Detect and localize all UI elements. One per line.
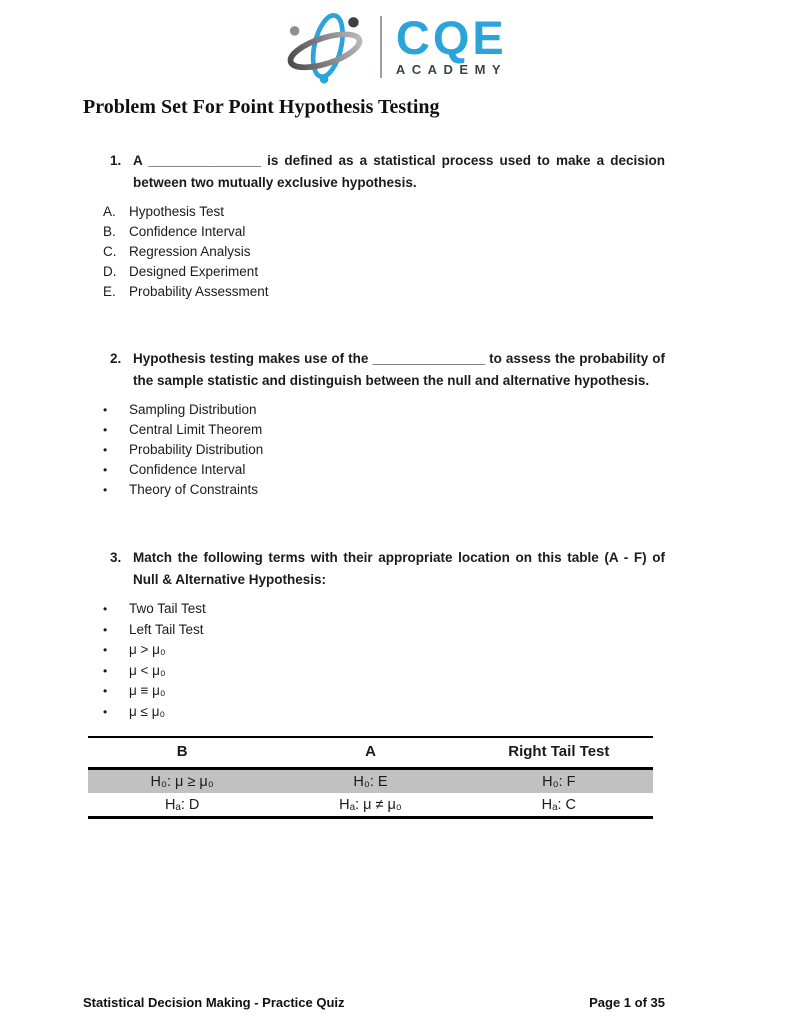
question-3-text: Match the following terms with their appropriate location on this table (A - F) of Null & Alternative Hypothesis:: [133, 550, 665, 587]
page-title: Problem Set For Point Hypothesis Testing: [83, 96, 440, 118]
bullet-icon: •: [103, 403, 108, 417]
option-label: Hypothesis Test: [129, 204, 225, 219]
question-3-bullets: [103, 599, 791, 722]
bullet-icon: •: [103, 483, 108, 497]
bullet-item: [103, 599, 791, 620]
question-2-text: Hypothesis testing makes use of the _______________ to assess the probability of the sample statistic and distinguish between the null and alternative hypothesis.: [133, 351, 665, 388]
bullet-label: Two Tail Test: [129, 601, 206, 616]
question-2-number: 2.: [110, 351, 122, 366]
bullet-label: Left Tail Test: [129, 621, 204, 637]
bullet-icon: •: [103, 602, 108, 616]
bullet-item: [103, 420, 791, 440]
option-row: [103, 282, 791, 302]
logo-academy: ACADEMY: [395, 62, 508, 78]
question-1-options: [103, 202, 791, 302]
bullet-label: Theory of Constraints: [129, 482, 259, 497]
table-cell: H₀: F: [542, 773, 576, 790]
bullet-label: Confidence Interval: [129, 462, 246, 477]
bullet-icon: •: [103, 704, 108, 719]
table-header-cell: Right Tail Test: [465, 737, 653, 769]
option-letter: E.: [103, 284, 116, 299]
hypothesis-table: [88, 736, 653, 819]
bullet-icon: •: [103, 643, 108, 657]
option-label: Probability Assessment: [129, 284, 269, 299]
table-cell: H₀: μ ≥ μ₀: [150, 773, 214, 790]
option-letter: A.: [103, 204, 116, 219]
footer-page-number: Page 1 of 35: [589, 995, 665, 1010]
table-row: [88, 769, 653, 794]
question-1-text: A _______________ is defined as a statistical process used to make a decision between two mutually exclusive hypothesis.: [133, 153, 665, 190]
question-1-number: 1.: [110, 153, 122, 168]
table-cell: Hₐ: μ ≠ μ₀: [276, 793, 464, 818]
page-footer: [83, 995, 665, 1010]
bullet-icon: •: [103, 443, 108, 457]
table-header-cell: B: [88, 737, 276, 769]
option-label: Designed Experiment: [129, 264, 259, 279]
bullet-item: [103, 480, 791, 500]
bullet-label: μ < μ₀: [129, 662, 166, 678]
logo: [0, 0, 791, 84]
footer-document-title: Statistical Decision Making - Practice Quiz: [83, 995, 345, 1010]
table-cell: Hₐ: D: [88, 793, 276, 818]
bullet-item: [103, 681, 791, 702]
logo-text: [395, 10, 508, 78]
bullet-item: [103, 440, 791, 460]
bullet-icon: •: [103, 684, 108, 698]
bullet-item: [103, 702, 791, 723]
logo-divider: [380, 16, 382, 78]
question-2-bullets: [103, 400, 791, 500]
option-row: [103, 242, 791, 262]
bullet-label: μ > μ₀: [129, 642, 166, 657]
question-1: [110, 150, 665, 193]
question-3-number: 3.: [110, 550, 122, 565]
bullet-item: [103, 640, 791, 661]
bullet-item: [103, 620, 791, 641]
bullet-label: Probability Distribution: [129, 442, 264, 457]
option-letter: C.: [103, 244, 117, 259]
option-label: Confidence Interval: [129, 224, 246, 239]
bullet-label: μ ≤ μ₀: [129, 703, 166, 719]
bullet-item: [103, 661, 791, 682]
bullet-label: Central Limit Theorem: [129, 422, 263, 437]
bullet-label: Sampling Distribution: [129, 402, 257, 417]
bullet-icon: •: [103, 663, 108, 678]
table-header-cell: A: [276, 737, 464, 769]
bullet-icon: •: [103, 622, 108, 637]
option-letter: D.: [103, 264, 117, 279]
table-cell: H₀: E: [353, 773, 388, 790]
option-letter: B.: [103, 224, 116, 239]
table-row: [88, 793, 653, 818]
question-3: [110, 547, 665, 590]
table-cell: Hₐ: C: [465, 793, 653, 818]
option-row: [103, 262, 791, 282]
option-row: [103, 222, 791, 242]
question-2: [110, 348, 665, 391]
bullet-icon: •: [103, 463, 108, 477]
option-row: [103, 202, 791, 222]
option-label: Regression Analysis: [129, 244, 251, 259]
atom-icon: [284, 10, 366, 84]
bullet-label: μ ≡ μ₀: [129, 683, 166, 698]
bullet-icon: •: [103, 423, 108, 437]
table-header-row: [88, 737, 653, 769]
logo-brand: CQE: [395, 10, 507, 64]
bullet-item: [103, 460, 791, 480]
bullet-item: [103, 400, 791, 420]
